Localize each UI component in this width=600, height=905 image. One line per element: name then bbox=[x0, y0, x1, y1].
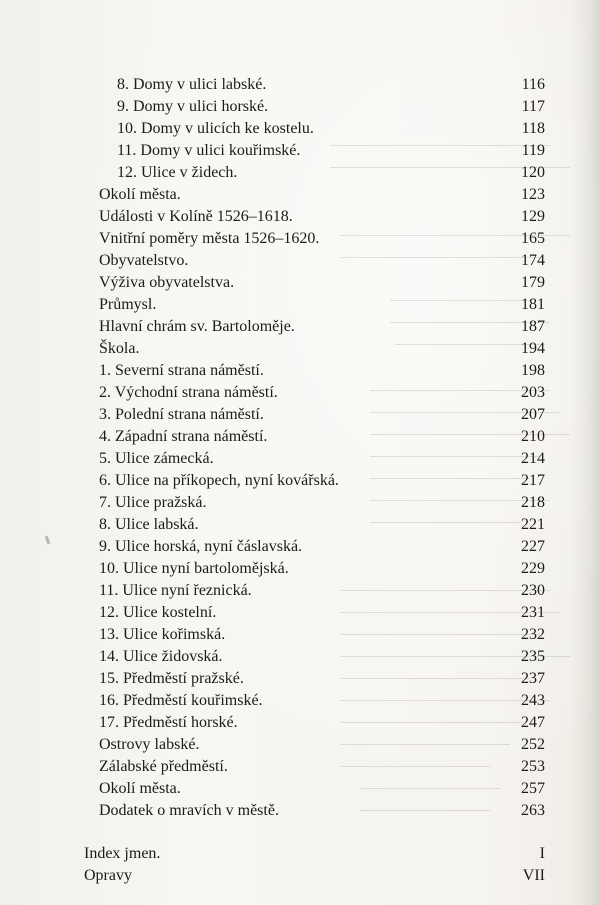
toc-entry-page: 232 bbox=[521, 626, 545, 643]
section-gap bbox=[0, 822, 600, 843]
back-matter-entry bbox=[0, 865, 600, 887]
toc-entry bbox=[0, 646, 600, 668]
toc-entry bbox=[0, 712, 600, 734]
toc-entry bbox=[0, 228, 600, 250]
toc-entry-label: 6. Ulice na příkopech, nyní kovářská. bbox=[99, 472, 339, 489]
toc-entry-label: 15. Předměstí pražské. bbox=[99, 670, 244, 687]
toc-entry-page: 257 bbox=[521, 780, 545, 797]
toc-entry-label: Průmysl. bbox=[99, 296, 157, 313]
toc-entry-label: Okolí města. bbox=[99, 186, 181, 203]
toc-entry bbox=[0, 756, 600, 778]
toc-entry-page: 119 bbox=[521, 142, 545, 159]
toc-entry-label: Události v Kolíně 1526–1618. bbox=[99, 208, 293, 225]
toc-entry-page: 235 bbox=[521, 648, 545, 665]
toc-entry-label: 11. Domy v ulici kouřimské. bbox=[117, 142, 301, 159]
toc-entry-page: 194 bbox=[521, 340, 545, 357]
back-matter-page: VII bbox=[522, 867, 545, 884]
toc-entry-page: 116 bbox=[521, 76, 545, 93]
toc-entry bbox=[0, 140, 600, 162]
toc-entry bbox=[0, 294, 600, 316]
toc-entry-page: 263 bbox=[521, 802, 545, 819]
toc-entry bbox=[0, 382, 600, 404]
toc-entry-label: Zálabské předměstí. bbox=[99, 758, 228, 775]
back-matter-label: Opravy bbox=[84, 867, 132, 884]
toc-entry-page: 129 bbox=[521, 208, 545, 225]
toc-entry bbox=[0, 426, 600, 448]
toc-entry bbox=[0, 624, 600, 646]
toc-entry-page: 187 bbox=[521, 318, 545, 335]
toc-entry-label: Dodatek o mravích v městě. bbox=[99, 802, 279, 819]
toc-entry-page: 229 bbox=[521, 560, 545, 577]
toc-entry-page: 221 bbox=[521, 516, 545, 533]
toc-entry bbox=[0, 448, 600, 470]
toc-entry bbox=[0, 690, 600, 712]
toc-entry-label: 8. Ulice labská. bbox=[99, 516, 199, 533]
toc-entry bbox=[0, 118, 600, 140]
toc-entry-label: Obyvatelstvo. bbox=[99, 252, 189, 269]
back-matter-label: Index jmen. bbox=[84, 845, 161, 862]
toc-entry-label: 12. Ulice v židech. bbox=[117, 164, 238, 181]
toc-entry-page: 227 bbox=[521, 538, 545, 555]
toc-entry bbox=[0, 734, 600, 756]
toc-entry-label: 11. Ulice nyní řeznická. bbox=[99, 582, 252, 599]
toc-entry bbox=[0, 602, 600, 624]
toc-entry bbox=[0, 470, 600, 492]
toc-entry-page: 120 bbox=[521, 164, 545, 181]
toc-entry-label: Hlavní chrám sv. Bartoloměje. bbox=[99, 318, 295, 335]
toc-entry-label: 12. Ulice kostelní. bbox=[99, 604, 217, 621]
toc-entry-label: 9. Ulice horská, nyní čáslavská. bbox=[99, 538, 303, 555]
toc-entry-page: 165 bbox=[521, 230, 545, 247]
back-matter-entry bbox=[0, 843, 600, 865]
toc-entry-page: 207 bbox=[521, 406, 545, 423]
back-matter-page: I bbox=[539, 845, 545, 862]
toc-entry bbox=[0, 580, 600, 602]
toc-entry-page: 247 bbox=[521, 714, 545, 731]
toc-entry-label: 10. Ulice nyní bartolomějská. bbox=[99, 560, 289, 577]
toc-entry bbox=[0, 74, 600, 96]
toc-entry bbox=[0, 360, 600, 382]
toc-entry-page: 214 bbox=[521, 450, 545, 467]
toc-entry-page: 217 bbox=[521, 472, 545, 489]
toc-entry bbox=[0, 404, 600, 426]
toc-entry-page: 118 bbox=[521, 120, 545, 137]
toc-entry-label: 1. Severní strana náměstí. bbox=[99, 362, 264, 379]
toc-entry bbox=[0, 162, 600, 184]
toc-entry bbox=[0, 338, 600, 360]
toc-entry-label: 8. Domy v ulici labské. bbox=[117, 76, 267, 93]
toc-entry-label: 4. Západní strana náměstí. bbox=[99, 428, 268, 445]
toc-entry-page: 210 bbox=[521, 428, 545, 445]
toc-entry-label: Okolí města. bbox=[99, 780, 181, 797]
toc-entry-label: 9. Domy v ulici horské. bbox=[117, 98, 269, 115]
toc-entry bbox=[0, 536, 600, 558]
toc-entry-label: Výživa obyvatelstva. bbox=[99, 274, 235, 291]
toc-entry bbox=[0, 206, 600, 228]
toc-entry-label: 13. Ulice kořimská. bbox=[99, 626, 226, 643]
toc-entry bbox=[0, 316, 600, 338]
toc-entry-label: 3. Polední strana náměstí. bbox=[99, 406, 264, 423]
toc-entry-page: 237 bbox=[521, 670, 545, 687]
toc-entry-page: 117 bbox=[521, 98, 545, 115]
toc-entry-page: 203 bbox=[521, 384, 545, 401]
toc-entry-label: 16. Předměstí kouřimské. bbox=[99, 692, 263, 709]
toc-entry-page: 198 bbox=[521, 362, 545, 379]
toc-entry-page: 179 bbox=[521, 274, 545, 291]
toc-entry bbox=[0, 250, 600, 272]
table-of-contents bbox=[0, 74, 600, 887]
toc-entry-label: 17. Předměstí horské. bbox=[99, 714, 238, 731]
toc-entry bbox=[0, 272, 600, 294]
toc-entry-page: 231 bbox=[521, 604, 545, 621]
toc-entry-label: Vnitřní poměry města 1526–1620. bbox=[99, 230, 320, 247]
toc-entry-label: 10. Domy v ulicích ke kostelu. bbox=[117, 120, 314, 137]
toc-entry bbox=[0, 800, 600, 822]
toc-entry-label: Škola. bbox=[99, 340, 140, 357]
toc-entry-page: 181 bbox=[521, 296, 545, 313]
page-edge-shadow bbox=[572, 0, 600, 905]
toc-entry bbox=[0, 668, 600, 690]
toc-entry-page: 243 bbox=[521, 692, 545, 709]
toc-entry-label: 2. Východní strana náměstí. bbox=[99, 384, 278, 401]
toc-entry-label: Ostrovy labské. bbox=[99, 736, 200, 753]
toc-entry-page: 230 bbox=[521, 582, 545, 599]
toc-entry bbox=[0, 558, 600, 580]
toc-entry-label: 7. Ulice pražská. bbox=[99, 494, 207, 511]
toc-entry-page: 253 bbox=[521, 758, 545, 775]
toc-entry-page: 174 bbox=[521, 252, 545, 269]
toc-entry-label: 5. Ulice zámecká. bbox=[99, 450, 214, 467]
toc-entry bbox=[0, 778, 600, 800]
toc-entry bbox=[0, 184, 600, 206]
toc-entry-page: 123 bbox=[521, 186, 545, 203]
toc-entry bbox=[0, 514, 600, 536]
toc-entry bbox=[0, 492, 600, 514]
toc-entry-page: 252 bbox=[521, 736, 545, 753]
toc-entry-label: 14. Ulice židovská. bbox=[99, 648, 223, 665]
toc-entry bbox=[0, 96, 600, 118]
toc-entry-page: 218 bbox=[521, 494, 545, 511]
